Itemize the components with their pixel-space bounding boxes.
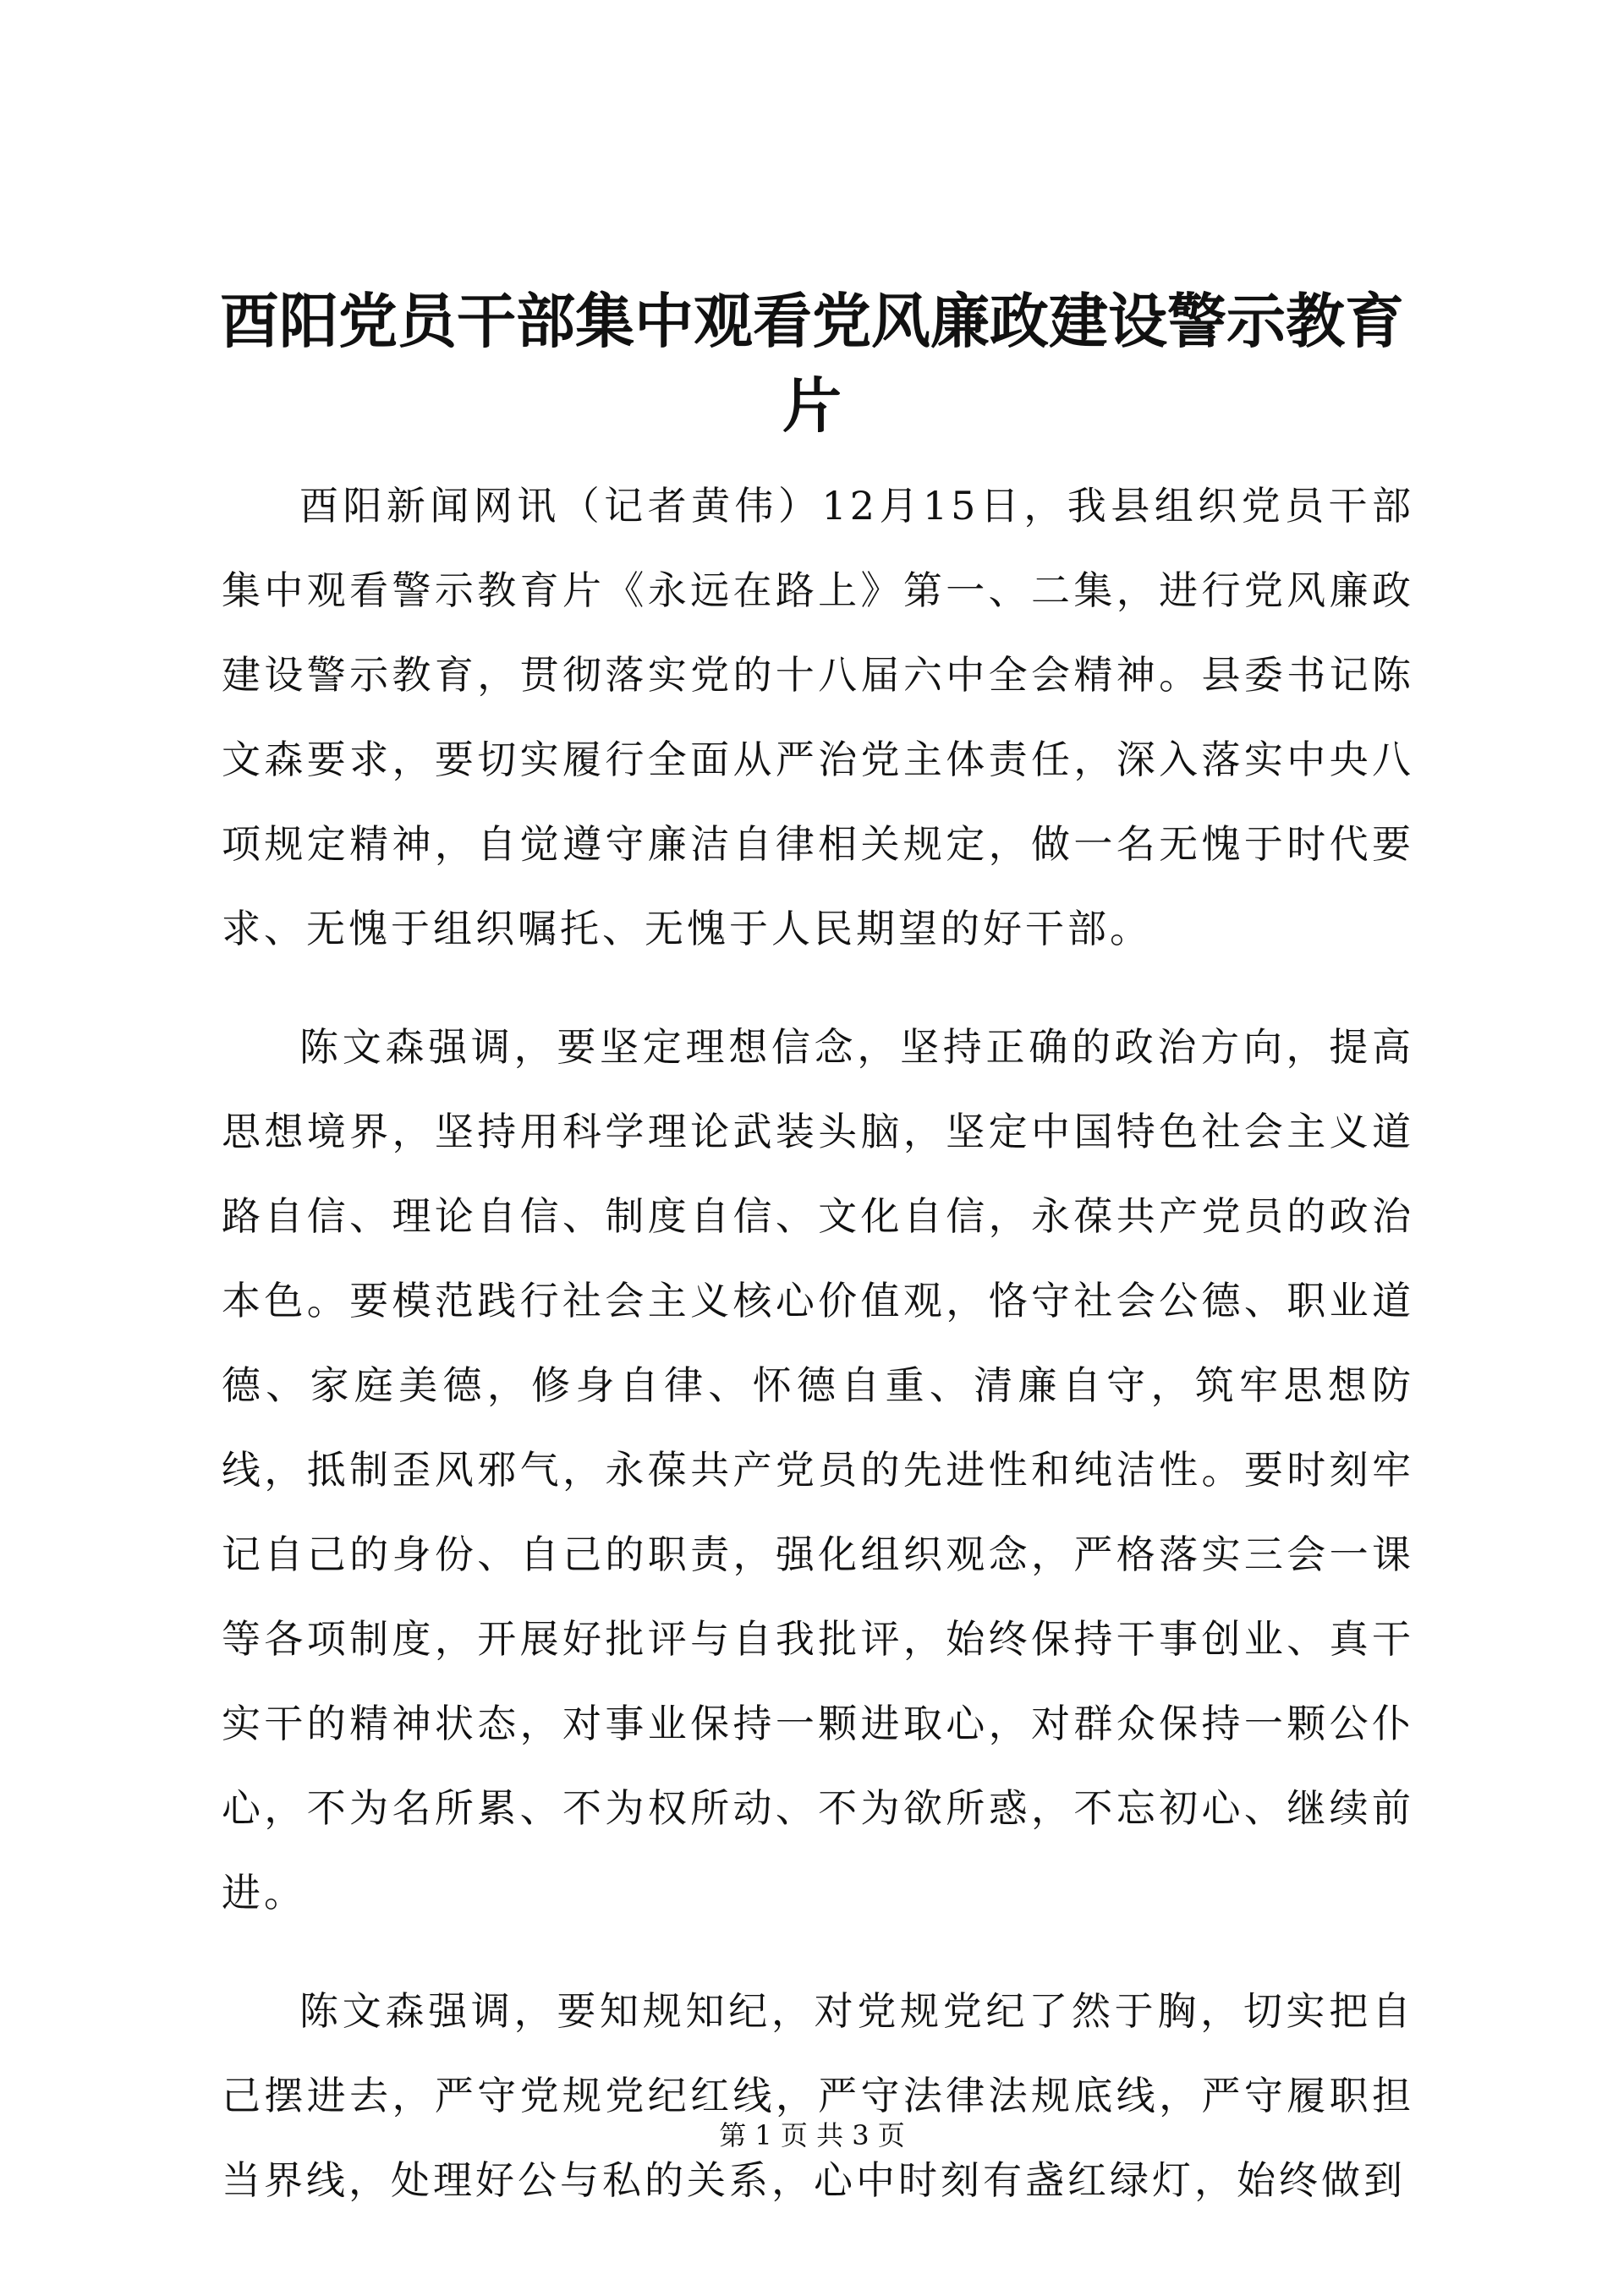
paragraph-3: 陈文森强调，要知规知纪，对党规党纪了然于胸，切实把自己摆进去，严守党规党纪红线，严守法律法规底线，严守履职担当界线，处理好公与私的关系，心中时刻有盏红绿灯，始终做到 bbox=[222, 1988, 1414, 2203]
document-body bbox=[222, 463, 1414, 2256]
page-number-footer: 第 1 页 共 3 页 bbox=[719, 2119, 905, 2151]
paragraph-2: 陈文森强调，要坚定理想信念，坚持正确的政治方向，提高思想境界，坚持用科学理论武装头脑，坚定中国特色社会主义道路自信、理论自信、制度自信、文化自信，永葆共产党员的政治本色。要模范践行社会主义核心价值观，恪守社会公德、职业道德、家庭美德，修身自律、怀德自重、清廉自守，筑牢思想防线，抵制歪风邪气，永葆共产党员的先进性和纯洁性。要时刻牢记自己的身份、自己的职责，强化组织观念，严格落实三会一课等各项制度，开展好批评与自我批评，始终保持干事创业、真干实干的精神状态，对事业保持一颗进取心，对群众保持一颗公仆心，不为名所累、不为权所动、不为欲所惑，不忘初心、继续前进。 bbox=[222, 1024, 1414, 1915]
paragraph-1: 酉阳新闻网讯（记者黄伟）12月15日，我县组织党员干部集中观看警示教育片《永远在路上》第一、二集，进行党风廉政建设警示教育，贯彻落实党的十八届六中全会精神。县委书记陈文森要求，要切实履行全面从严治党主体责任，深入落实中央八项规定精神，自觉遵守廉洁自律相关规定，做一名无愧于时代要求、无愧于组织嘱托、无愧于人民期望的好干部。 bbox=[222, 483, 1414, 951]
document-title: 酉阳党员干部集中观看党风廉政建设警示教育片 bbox=[220, 286, 1404, 441]
